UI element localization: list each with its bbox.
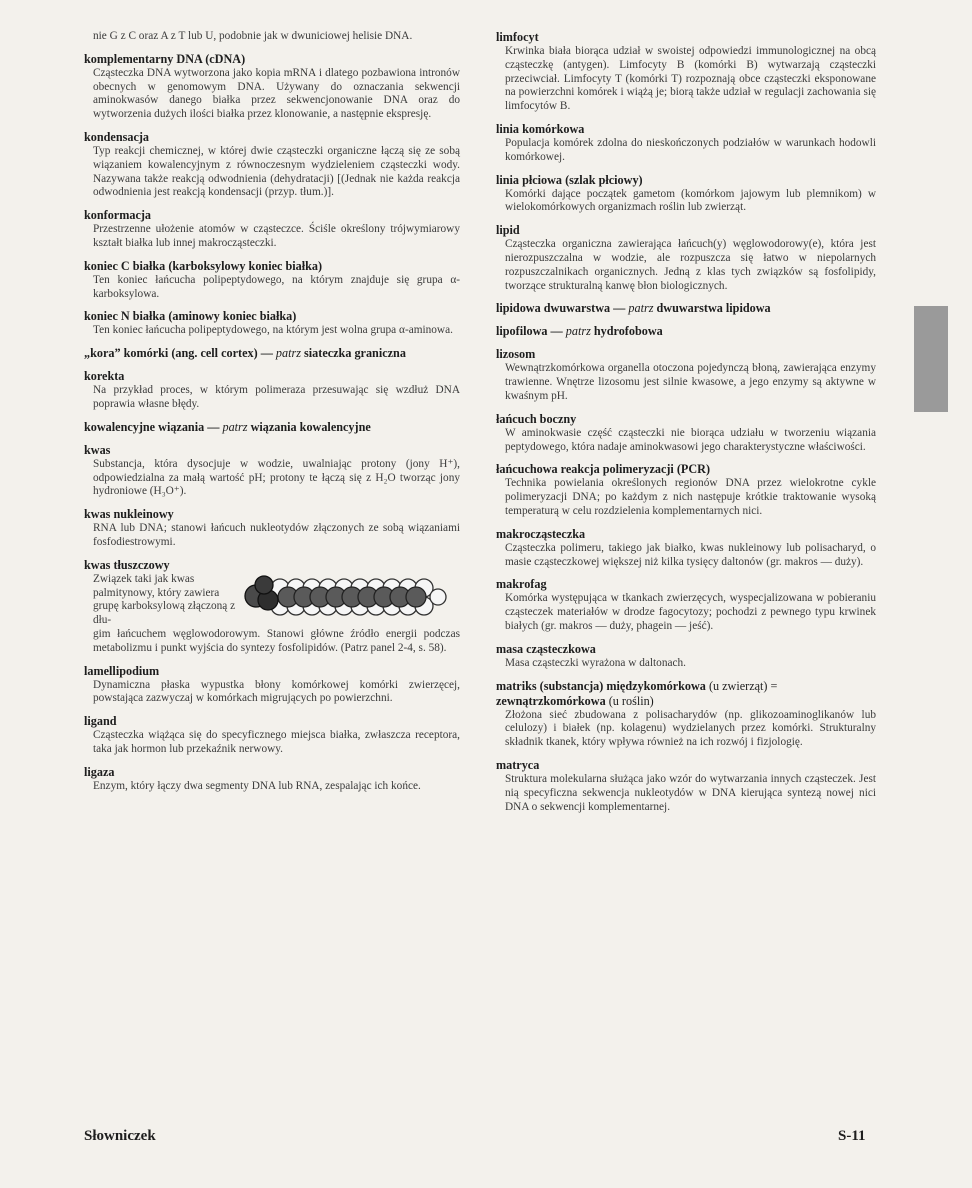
- entry-term: kwas tłuszczowy: [84, 557, 170, 572]
- entry-definition: Struktura molekularna służąca jako wzór do wytwarzania innych cząsteczek. Jest nią specyficzna sekwencja nukleotydów w DNA kierująca syntezą nowej nici DNA o sekwencji komplementarnej.: [505, 772, 876, 813]
- entry-kwas-tluszczowy: [84, 558, 460, 656]
- entry-kowalencyjne-wiazania: [84, 420, 460, 435]
- entry-lipofilowa: [496, 324, 876, 339]
- entry-term-with-reference: kowalencyjne wiązania — patrz wiązania kowalencyjne: [84, 419, 371, 434]
- entry-kwas: [84, 443, 460, 499]
- see-word: patrz: [565, 324, 591, 339]
- entry-definition-rest: gim łańcuchem węglowodorowym. Stanowi główne źródło energii podczas metabolizmu i punkt wyjścia do syntezy fosfolipidów. (Patrz panel 2-4, s. 58).: [93, 627, 460, 654]
- entry-term-with-reference: lipofilowa — patrz hydrofobowa: [496, 324, 663, 339]
- entry-kondensacja: [84, 130, 460, 200]
- entry-term: lizosom: [496, 347, 536, 362]
- entry-term: korekta: [84, 369, 125, 384]
- footer-section-title: Słowniczek: [84, 1128, 156, 1144]
- entry-note: (u zwierząt) =: [708, 678, 778, 693]
- entry-definition: Masa cząsteczki wyrażona w daltonach.: [505, 656, 686, 669]
- entry-definition: Przestrzenne ułożenie atomów w cząsteczce. Ściśle określony trójwymiarowy kształt białka lub innej makrocząsteczki.: [93, 223, 460, 249]
- entry-lamellipodium: [84, 664, 460, 707]
- entry-linia-plciowa: [496, 173, 876, 216]
- entry-term: komplementarny DNA (cDNA): [84, 51, 246, 66]
- entry-term: lipidowa dwuwarstwa: [496, 301, 611, 316]
- entry-term: koniec C białka (karboksylowy koniec białka): [84, 258, 323, 273]
- entry-komplementarny-dna: [84, 52, 460, 122]
- entry-term: konformacja: [84, 208, 152, 223]
- entry-term: koniec N białka (aminowy koniec białka): [84, 309, 297, 324]
- entry-ligaza: [84, 765, 460, 794]
- entry-masa-czasteczkowa: [496, 642, 876, 671]
- entry-term: kowalencyjne wiązania: [84, 419, 205, 434]
- entry-makrofag: [496, 577, 876, 633]
- entry-term: masa cząsteczkowa: [496, 641, 596, 656]
- entry-definition-part: Związek taki jak kwas palmitynowy, który zawiera grupę karboksylową złączoną z dłu-: [93, 572, 236, 627]
- entry-term: kondensacja: [84, 129, 150, 144]
- see-word: patrz: [628, 301, 654, 316]
- fatty-acid-molecule-illustration: [242, 572, 452, 624]
- entry-kwas-nukleinowy: [84, 507, 460, 550]
- entry-term: lipid: [496, 223, 520, 238]
- entry-definition: Komórki dające początek gametom (komórkom jajowym lub plemnikom) w wielokomórkowych organizmach roślin lub zwierząt.: [505, 187, 876, 214]
- entry-definition: Typ reakcji chemicznej, w której dwie cząsteczki organiczne łączą się ze sobą wiązaniem kowalencyjnym z równoczesnym wydzieleniem cząsteczki wody. Nazywana także reakcją odwodnienia (dehydratacji) [(Jednak nie każda reakcja odwodnienia jest reakcją kondensacji (przyp. tłum.)].: [93, 144, 460, 199]
- page-number: S-11: [838, 1128, 866, 1144]
- entry-definition: Na przykład proces, w którym polimeraza przesuwając się wzdłuż DNA poprawia własne błędy.: [93, 384, 460, 410]
- entry-term: matriks (substancja) międzykomórkowa: [496, 678, 706, 693]
- entry-definition: Cząsteczka DNA wytworzona jako kopia mRNA i dlatego pozbawiona intronów obecnych w genomowym DNA. Używany do oznaczania sekwencji aminokwasów danego białka przez sekwencjonowanie DNA oraz do wytworzenia dużych ilości białka przez klonowanie, a następnie ekspresję.: [93, 66, 460, 121]
- entry-term: matryca: [496, 757, 540, 772]
- cross-reference: hydrofobowa: [593, 324, 663, 339]
- entry-term: łańcuch boczny: [496, 411, 577, 426]
- entry-term: kwas nukleinowy: [84, 507, 174, 522]
- see-word: patrz: [275, 346, 301, 361]
- entry-definition: Krwinka biała biorąca udział w swoistej odpowiedzi immunologicznej na obcą cząsteczkę (antygen). Limfocyty B (komórki B) wytwarzają cząsteczki przeciwciał. Limfocyty T (komórki T) rozpoznają obce cząsteczki eksponowane na powierzchni komórek i wiążą je; biorą także udział w regulacji zachowania się limfocytów B.: [505, 45, 876, 113]
- entry-definition: Ten koniec łańcucha polipeptydowego, na którym znajduje się grupa α-karboksylowa.: [93, 273, 460, 300]
- entry-lizosom: [496, 347, 876, 403]
- entry-term: makrocząsteczka: [496, 526, 586, 541]
- entry-definition: Wewnątrzkomórkowa organella otoczona pojedynczą błoną, zawierająca enzymy trawienne. Wnętrze lizosomu jest silnie kwasowe, a jego enzymy są aktywne w kwaśnym pH.: [505, 362, 876, 402]
- entry-term: linia komórkowa: [496, 121, 585, 136]
- entry-ligand: [84, 714, 460, 757]
- entry-note: (u roślin): [608, 693, 654, 708]
- entry-lancuch-boczny: [496, 412, 876, 455]
- entry-definition: Komórka występująca w tkankach zwierzęcych, wyspecjalizowana w pobieraniu cząsteczek materiałów w drodze fagocytozy; pochodzi z pewnego typu krwinek białych (gr. makros — duży, phagein — jeść).: [505, 592, 876, 632]
- entry-term: lamellipodium: [84, 663, 160, 678]
- continued-text: nie G z C oraz A z T lub U, podobnie jak w dwuniciowej helisie DNA.: [93, 30, 413, 42]
- entry-term-compound: [496, 679, 876, 709]
- left-column: [84, 30, 460, 802]
- entry-kora-komorki: [84, 346, 460, 361]
- entry-definition: Ten koniec łańcucha polipeptydowego, na którym jest wolna grupa α-aminowa.: [93, 324, 453, 337]
- entry-definition: Technika powielania określonych regionów DNA przez wielokrotne cykle polimeryzacji DNA; po każdym z nich następuje krótkie traktowanie wysoką temperaturą w celu rozdzielenia komplementarnych nici.: [505, 477, 876, 517]
- entry-linia-komorkowa: [496, 122, 876, 165]
- entry-definition: Cząsteczka polimeru, takiego jak białko, kwas nukleinowy lub polisacharyd, o masie cząsteczkowej większej niż kilka tysięcy daltonów (gr. makros — duży).: [505, 541, 876, 568]
- entry-term: kwas: [84, 442, 111, 457]
- entry-konformacja: [84, 208, 460, 251]
- entry-lipidowa-dwuwarstwa: [496, 301, 876, 316]
- entry-term: linia płciowa (szlak płciowy): [496, 172, 643, 187]
- entry-koniec-c: [84, 259, 460, 302]
- right-column: [496, 30, 876, 822]
- entry-limfocyt: [496, 30, 876, 114]
- entry-term: makrofag: [496, 577, 547, 592]
- see-word: patrz: [222, 419, 248, 434]
- entry-term: ligaza: [84, 764, 115, 779]
- cross-reference: wiązania kowalencyjne: [250, 419, 371, 434]
- entry-definition: RNA lub DNA; stanowi łańcuch nukleotydów złączonych ze sobą wiązaniami fosfodiestrowymi.: [93, 522, 460, 548]
- entry-makroczasteczka: [496, 527, 876, 570]
- entry-term: „kora” komórki (ang. cell cortex): [84, 346, 258, 361]
- entry-term-with-reference: „kora” komórki (ang. cell cortex) — patrz siateczka graniczna: [84, 346, 406, 361]
- entry-term: łańcuchowa reakcja polimeryzacji (PCR): [496, 462, 711, 477]
- entry-definition: Dynamiczna płaska wypustka błony komórkowej komórki zwierzęcej, powstająca zazwyczaj w komórkach migrujących po powierzchni.: [93, 678, 460, 705]
- entry-definition: Złożona sieć zbudowana z polisacharydów (np. glikozoaminoglikanów lub celulozy) i białek (np. kolagenu) wydzielanych przez komórki. Strukturalny składnik tkanek, który wpływa również na ich rozwój i fizjologię.: [505, 708, 876, 749]
- entry-lipid: [496, 223, 876, 293]
- entry-term: ligand: [84, 714, 117, 729]
- entry-definition: Substancja, która dysocjuje w wodzie, uwalniając protony (jony H⁺), odpowiedzialna za małą wartość pH; protony te łączą się z H₂O tworząc jony hydroniowe (H₃O⁺).: [93, 457, 460, 498]
- entry-pcr: [496, 462, 876, 518]
- entry-term-with-reference: lipidowa dwuwarstwa — patrz dwuwarstwa lipidowa: [496, 301, 771, 316]
- entry-definition: Cząsteczka organiczna zawierająca łańcuch(y) węglowodorowy(e), która jest nierozpuszczalna w wodzie, ale rozpuszcza się łatwo w niepolarnych rozpuszczalnikach organicznych. Jedną z klas tych związków są fosfolipidy, tworzące strukturalną kanwę błon biologicznych.: [505, 238, 876, 292]
- cross-reference: siateczka graniczna: [304, 346, 406, 361]
- entry-matryca: [496, 758, 876, 814]
- entry-definition: Enzym, który łączy dwa segmenty DNA lub RNA, zespalając ich końce.: [93, 779, 421, 792]
- entry-korekta: [84, 369, 460, 412]
- entry-definition: W aminokwasie część cząsteczki nie biorąca udziału w tworzeniu wiązania peptydowego, która nadaje aminokwasowi jego charakterystyczne właściwości.: [505, 426, 876, 453]
- entry-definition: Populacja komórek zdolna do nieskończonych podziałów w warunkach hodowli komórkowej.: [505, 136, 876, 163]
- entry-matriks: [496, 679, 876, 750]
- entry-definition: Cząsteczka wiążąca się do specyficznego miejsca białka, zwłaszcza receptora, taka jak hormon lub przekaźnik nerwowy.: [93, 729, 460, 755]
- cross-reference: dwuwarstwa lipidowa: [656, 301, 771, 316]
- entry-term-alt: zewnątrzkomórkowa: [496, 693, 606, 708]
- entry-koniec-n: [84, 309, 460, 338]
- entry-term: limfocyt: [496, 30, 539, 44]
- section-thumb-tab: [914, 306, 948, 412]
- entry-term: lipofilowa: [496, 324, 548, 339]
